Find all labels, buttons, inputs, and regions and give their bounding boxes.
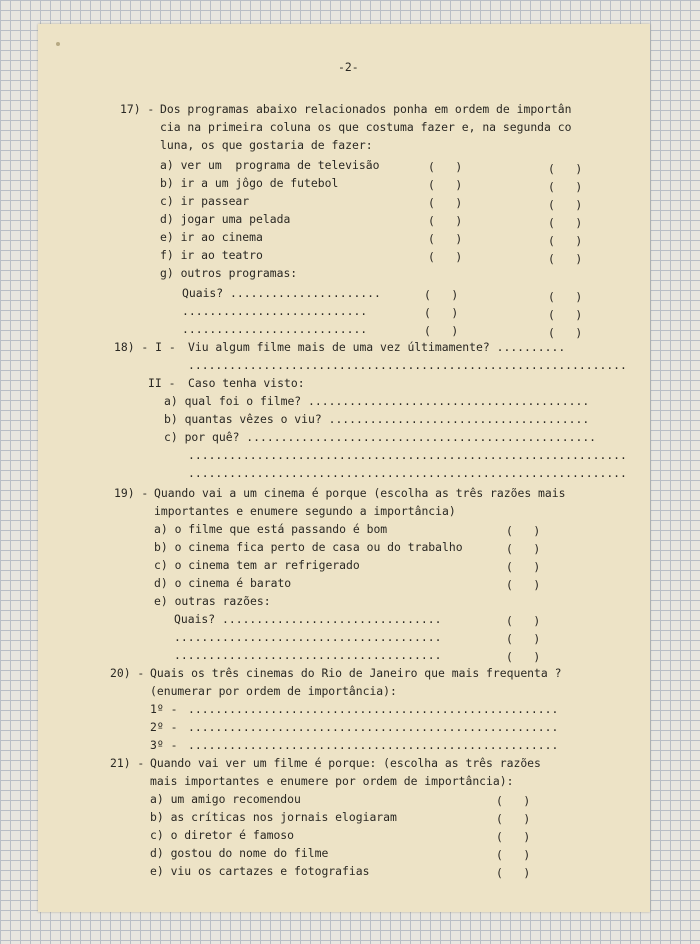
q20-rank-1: 1º - (150, 702, 178, 716)
q17-item-f: f) ir ao teatro (160, 248, 263, 262)
q18-sub-b: b) quantas vêzes o viu? ...................................... (164, 412, 590, 426)
q20-rank-2: 2º - (150, 720, 178, 734)
q17-col2-dots-1[interactable]: ( ) (548, 308, 583, 322)
questionnaire-page (38, 24, 650, 912)
q21-paren-c[interactable]: ( ) (496, 830, 531, 844)
q19-item-c: c) o cinema tem ar refrigerado (154, 558, 360, 572)
q17-quais: Quais? ...................... (182, 286, 381, 300)
q17-item-d: d) jogar uma pelada (160, 212, 291, 226)
q20-number: 20) - (110, 666, 145, 680)
q20-text-line-2: (enumerar por ordem de importância): (150, 684, 397, 698)
q21-item-e: e) viu os cartazes e fotografias (150, 864, 370, 878)
q17-col1-dots-2[interactable]: ( ) (424, 324, 459, 338)
q19-paren-dots-2[interactable]: ( ) (506, 650, 541, 664)
q21-paren-d[interactable]: ( ) (496, 848, 531, 862)
q20-rank-1-dots: ...................................................... (188, 702, 559, 716)
q18-number: 18) - I - (114, 340, 176, 354)
q17-item-g: g) outros programas: (160, 266, 298, 280)
q19-text-line-1: Quando vai a um cinema é porque (escolha as três razões mais (154, 486, 566, 500)
q17-text-line-3: luna, os que gostaria de fazer: (160, 138, 373, 152)
q17-col2-d[interactable]: ( ) (548, 216, 583, 230)
q20-rank-3-dots: ...................................................... (188, 738, 559, 752)
q21-paren-e[interactable]: ( ) (496, 866, 531, 880)
q17-col1-a[interactable]: ( ) (428, 160, 463, 174)
q17-col2-dots-2[interactable]: ( ) (548, 326, 583, 340)
q20-rank-3: 3º - (150, 738, 178, 752)
q21-paren-b[interactable]: ( ) (496, 812, 531, 826)
q21-text-line-2: mais importantes e enumere por ordem de importância): (150, 774, 514, 788)
q20-text-line-1: Quais os três cinemas do Rio de Janeiro que mais frequenta ? (150, 666, 562, 680)
q18-dots-line: ................................................................ (188, 358, 627, 372)
q17-col1-e[interactable]: ( ) (428, 232, 463, 246)
q19-dots-1: ....................................... (174, 630, 442, 644)
q19-paren-a[interactable]: ( ) (506, 524, 541, 538)
q18-text: Viu algum filme mais de uma vez últimamente? .......... (188, 340, 566, 354)
q17-col1-d[interactable]: ( ) (428, 214, 463, 228)
q17-col2-a[interactable]: ( ) (548, 162, 583, 176)
q19-item-a: a) o filme que está passando é bom (154, 522, 388, 536)
q19-paren-d[interactable]: ( ) (506, 578, 541, 592)
q19-paren-b[interactable]: ( ) (506, 542, 541, 556)
q19-item-e: e) outras razões: (154, 594, 271, 608)
q19-text-line-2: importantes e enumere segundo a importância) (154, 504, 456, 518)
q21-text-line-1: Quando vai ver um filme é porque: (escolha as três razões (150, 756, 541, 770)
q17-col1-f[interactable]: ( ) (428, 250, 463, 264)
q18-sub-c: c) por quê? ................................................... (164, 430, 597, 444)
q19-paren-dots-1[interactable]: ( ) (506, 632, 541, 646)
q17-col2-c[interactable]: ( ) (548, 198, 583, 212)
q18-sub-a: a) qual foi o filme? ......................................... (164, 394, 590, 408)
q19-dots-2: ....................................... (174, 648, 442, 662)
q17-col2-quais[interactable]: ( ) (548, 290, 583, 304)
q21-item-a: a) um amigo recomendou (150, 792, 301, 806)
q19-paren-c[interactable]: ( ) (506, 560, 541, 574)
q17-col2-b[interactable]: ( ) (548, 180, 583, 194)
q19-item-d: d) o cinema é barato (154, 576, 292, 590)
q21-number: 21) - (110, 756, 145, 770)
q21-item-b: b) as críticas nos jornais elogiaram (150, 810, 397, 824)
q18-extra-dots-1: ................................................................ (188, 448, 627, 462)
q17-item-c: c) ir passear (160, 194, 250, 208)
q20-rank-2-dots: ...................................................... (188, 720, 559, 734)
q17-dots-2: ........................... (182, 322, 368, 336)
q17-text-line-2: cia na primeira coluna os que costuma fazer e, na segunda co (160, 120, 572, 134)
q19-quais: Quais? ................................ (174, 612, 442, 626)
q17-col1-b[interactable]: ( ) (428, 178, 463, 192)
q17-col1-dots-1[interactable]: ( ) (424, 306, 459, 320)
q17-col2-e[interactable]: ( ) (548, 234, 583, 248)
q21-paren-a[interactable]: ( ) (496, 794, 531, 808)
q17-col2-f[interactable]: ( ) (548, 252, 583, 266)
q21-item-d: d) gostou do nome do filme (150, 846, 329, 860)
pin-hole (56, 42, 60, 46)
q21-item-c: c) o diretor é famoso (150, 828, 295, 842)
page-number: -2- (338, 60, 359, 74)
q17-dots-1: ........................... (182, 304, 368, 318)
q17-item-b: b) ir a um jôgo de futebol (160, 176, 339, 190)
q17-item-e: e) ir ao cinema (160, 230, 263, 244)
q19-item-b: b) o cinema fica perto de casa ou do trabalho (154, 540, 463, 554)
q17-col1-c[interactable]: ( ) (428, 196, 463, 210)
q17-col1-quais[interactable]: ( ) (424, 288, 459, 302)
q17-number: 17) - (120, 102, 155, 116)
q17-item-a: a) ver um programa de televisão (160, 158, 380, 172)
q18-part2-text: Caso tenha visto: (188, 376, 305, 390)
q17-text-line-1: Dos programas abaixo relacionados ponha em ordem de importân (160, 102, 572, 116)
q19-number: 19) - (114, 486, 149, 500)
q18-part2-label: II - (148, 376, 176, 390)
q19-paren-quais[interactable]: ( ) (506, 614, 541, 628)
q18-extra-dots-2: ................................................................ (188, 466, 627, 480)
